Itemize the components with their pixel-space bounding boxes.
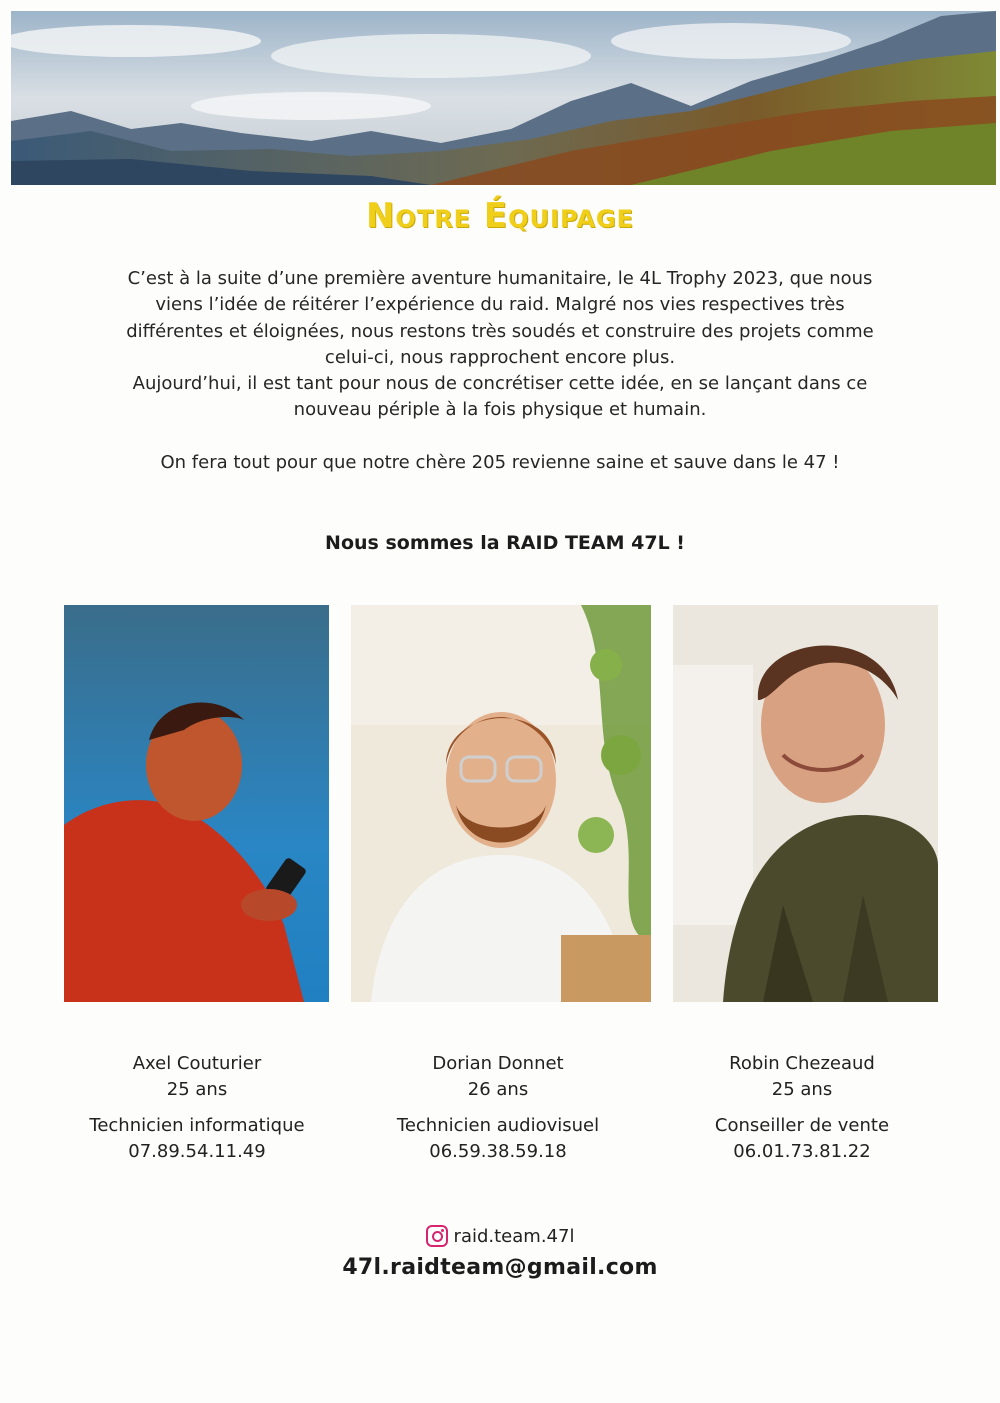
member-card-robin xyxy=(652,1051,952,1165)
member-name: Dorian Donnet xyxy=(432,1053,564,1074)
intro-line: différentes et éloignées, nous restons très soudés et construire des projets comme xyxy=(126,320,874,342)
member-age: 26 ans xyxy=(467,1079,529,1100)
intro-line: viens l’idée de réitérer l’expérience du raid. Malgré nos vies respectives très xyxy=(155,294,845,316)
page-title: Notre Équipage xyxy=(365,196,635,236)
member-age: 25 ans xyxy=(771,1079,833,1100)
intro-text xyxy=(70,266,930,476)
member-photo-robin xyxy=(673,605,938,1002)
intro-closing: On fera tout pour que notre chère 205 revienne saine et sauve dans le 47 ! xyxy=(160,451,840,473)
member-card-axel xyxy=(47,1051,347,1165)
contact-block xyxy=(0,1222,1000,1280)
email-link[interactable]: 47l.raidteam@gmail.com xyxy=(342,1255,658,1280)
team-motto: Nous sommes la RAID TEAM 47L ! xyxy=(325,532,685,554)
member-photo-axel xyxy=(64,605,329,1002)
member-photo-dorian xyxy=(351,605,651,1002)
instagram-handle: raid.team.47l xyxy=(453,1225,575,1247)
member-phone[interactable]: 06.59.38.59.18 xyxy=(429,1141,567,1162)
member-phone[interactable]: 06.01.73.81.22 xyxy=(733,1141,871,1162)
member-age: 25 ans xyxy=(166,1079,228,1100)
mountain-banner xyxy=(11,11,996,185)
intro-line: Aujourd’hui, il est tant pour nous de concrétiser cette idée, en se lançant dans ce xyxy=(132,373,868,395)
instagram-link[interactable] xyxy=(426,1222,575,1250)
intro-line: C’est à la suite d’une première aventure humanitaire, le 4L Trophy 2023, que nous xyxy=(127,268,873,289)
member-name: Axel Couturier xyxy=(132,1053,262,1074)
instagram-icon xyxy=(426,1225,448,1247)
member-phone[interactable]: 07.89.54.11.49 xyxy=(128,1141,266,1162)
member-role: Technicien audiovisuel xyxy=(396,1115,600,1136)
intro-line: nouveau périple à la fois physique et humain. xyxy=(293,399,707,421)
intro-line: celui-ci, nous rapprochent encore plus. xyxy=(324,346,676,368)
member-role: Technicien informatique xyxy=(89,1115,305,1136)
member-name: Robin Chezeaud xyxy=(729,1053,875,1074)
member-role: Conseiller de vente xyxy=(714,1115,890,1136)
member-card-dorian xyxy=(348,1051,648,1165)
